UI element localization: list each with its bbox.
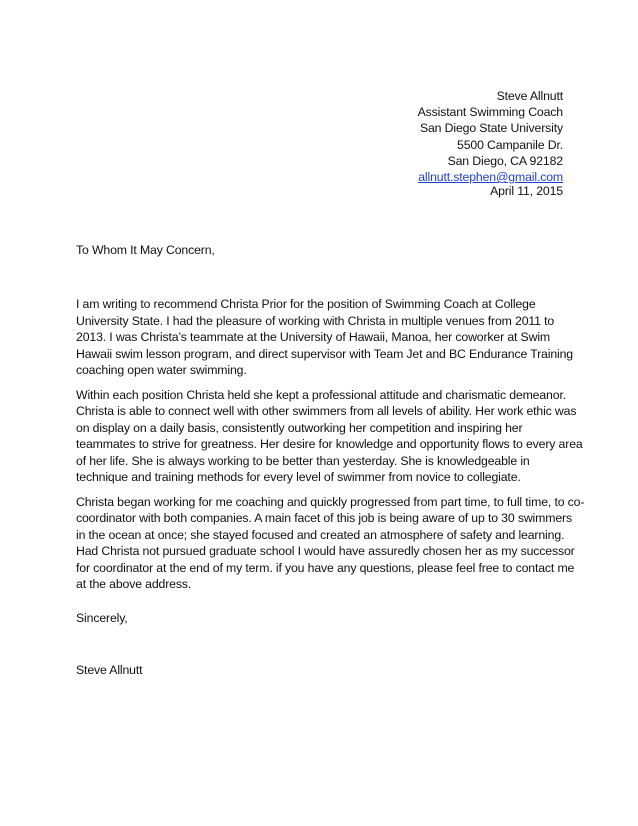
body-paragraph	[76, 494, 585, 593]
paragraph-line: coaching open water swimming.	[76, 363, 247, 377]
letter-date: April 11, 2015	[490, 184, 563, 198]
letter-body	[76, 296, 585, 601]
body-paragraph	[76, 387, 583, 486]
sender-email-link[interactable]: allnutt.stephen@gmail.com	[418, 170, 563, 185]
sender-address-block	[418, 88, 563, 185]
paragraph-line: for coordinator at the end of my term. if you have any questions, please feel free to contact me	[76, 560, 575, 575]
body-paragraph	[76, 296, 576, 379]
paragraph-line: on display on a daily basis, consistently outworking her competition and inspiring her	[76, 420, 523, 435]
paragraph-line: I am writing to recommend Christa Prior for the position of Swimming Coach at College	[76, 297, 536, 311]
paragraph-line: Had Christa not pursued graduate school I would have assuredly chosen her as my successor	[76, 544, 575, 558]
signature-name: Steve Allnutt	[76, 663, 143, 677]
sender-city: San Diego, CA 92182	[447, 153, 563, 168]
paragraph-line: Christa is able to connect well with other swimmers from all levels of ability. Her work ethic was	[76, 404, 577, 418]
paragraph-line: of her life. She is always working to be better than yesterday. She is knowledgeable in	[76, 453, 530, 468]
closing: Sincerely,	[76, 611, 128, 625]
paragraph-line: teammates to strive for greatness. Her desire for knowledge and opportunity flows to every area	[76, 437, 583, 451]
paragraph-line: in the ocean at once; she stayed focused and created an atmosphere of safety and learning.	[76, 527, 565, 542]
paragraph-line: at the above address.	[76, 577, 192, 591]
paragraph-line: technique and training methods for every level of swimmer from novice to collegiate.	[76, 470, 521, 484]
paragraph-line: Hawaii swim lesson program, and direct supervisor with Team Jet and BC Endurance Training	[76, 346, 573, 361]
paragraph-line: coordinator with both companies. A main facet of this job is being aware of up to 30 swimmers	[76, 511, 572, 525]
sender-name: Steve Allnutt	[496, 89, 563, 103]
sender-organization: San Diego State University	[419, 121, 563, 136]
salutation: To Whom It May Concern,	[76, 243, 215, 257]
paragraph-line: University State. I had the pleasure of working with Christa in multiple venues from 2011 to	[76, 313, 555, 328]
paragraph-line: Christa began working for me coaching and quickly progressed from part time, to full time, to co-	[76, 494, 585, 509]
paragraph-line: Within each position Christa held she kept a professional attitude and charismatic demeanor.	[76, 387, 566, 402]
sender-title: Assistant Swimming Coach	[417, 105, 563, 120]
paragraph-line: 2013. I was Christa’s teammate at the University of Hawaii, Manoa, her coworker at Swim	[76, 330, 551, 344]
sender-street: 5500 Campanile Dr.	[457, 137, 563, 152]
